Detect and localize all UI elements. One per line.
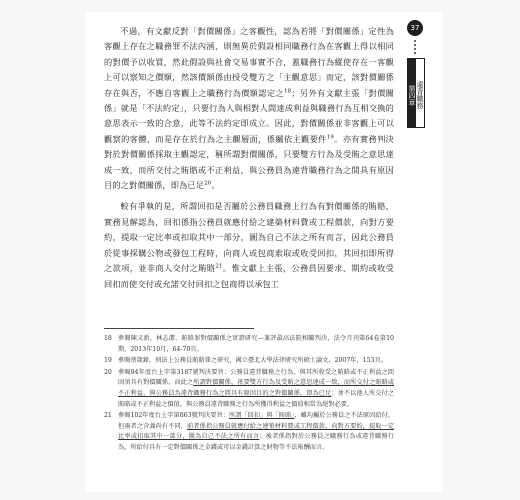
- text-run: 。亦有實務判決對於對價關係採取主觀認定，稱所謂對價關係，只要雙方行為及受賄之意思達成一致，而所交付之賄賂或不正利益，與公務員為違背職務行為之間具有原因目的之對價關係，即為已足: [104, 133, 394, 191]
- footnote-number: 20: [104, 368, 112, 376]
- text-run: ，雖均屬於公務員之不法原因給付，但兩者之含義尚有不同，: [118, 412, 395, 430]
- footnote-ref: 21: [215, 263, 223, 270]
- footnote: [104, 356, 394, 367]
- footnote-text: [118, 411, 394, 453]
- text-run: ；後者係指對於公務員之職務行為或違背職務行為，所給付具有一定對價關係之金錢或可以金錢計算之財物等不法報酬而言。: [118, 433, 395, 451]
- text-run: ；另外有文獻主張「對價關係」就是「不法約定」，只要行為人與相對人間達成利益與職務行為互相交換的意思表示一致的合意，此等不法約定即成立。因此，對價關係並非客觀上可以觀察的客體，而是存在於行為之主觀層面，係屬依主觀要件: [104, 87, 394, 144]
- chapter-label: 第四章: [408, 59, 416, 127]
- footnote: [104, 368, 394, 410]
- chapter-tab: [407, 58, 425, 128]
- footnotes: [104, 334, 394, 455]
- footnote-text: [118, 368, 394, 410]
- text-run: 。惟文獻上主張，公務員因要求、期約或收受回扣而使交付或允諾交付回扣之包商得以承包工: [104, 263, 394, 289]
- footnote: [104, 334, 394, 355]
- text-run: 參閱蔡箴錄，刑法上公務員賄賂罪之研究，國立臺北大學法律研究所碩士論文，2007年，153頁。: [118, 357, 387, 365]
- underlined-text: 前者係指公務員就應付給之建築材料費或工程價款，向對方要約，提取一定比率或扣取其中一部分，圖為自己不法之所有而言: [118, 422, 395, 441]
- text-run: 不過，有文獻反對「對價關係」之客觀性，認為若將「對價關係」定性為客觀上存在之職務罪不法內涵，則無異於假設相同職務行為在客觀上得以相同的對價予以收買，然此假設與社會交易事實不合，蓋職務行為縱使存在一客觀上可以察知之價額，然該價額係由授受雙方之「主觀意思」而定，該對價關係存在與否，不應自客觀上之職務行為價額認定之: [104, 26, 394, 98]
- underlined-text: 所謂「回扣」與「賄賂」: [228, 412, 295, 420]
- footnote-ref: 19: [326, 134, 335, 141]
- footnote-text: [118, 334, 394, 355]
- main-text: [104, 24, 394, 298]
- footnote-number: 18: [104, 335, 112, 342]
- text-run: 較有爭執的是，所謂回扣是否屬於公務員職務上行為有對價關係的賄賂，實務見解認為，回扣係指公務員就應付給之建築材料費或工程價款，向對方要約，提取一定比率或扣取其中一部分，圖為自己不法之所有而言，因此公務員於從事採購公物或發包工程時，向商人或包商索取或收受回扣，其回扣即所得之款項，並非商人交付之賄賂: [104, 201, 394, 274]
- footnote-number: 21: [104, 412, 112, 420]
- footnote-ref: 20: [204, 180, 212, 187]
- text-run: 。: [211, 180, 220, 191]
- paragraph: [104, 24, 394, 193]
- text-run: 參閱102年度台上字第863號判決要旨：: [118, 412, 229, 420]
- page-number-badge: [407, 20, 423, 36]
- footnote-number: 19: [104, 357, 112, 365]
- footnote-rule: [104, 328, 254, 329]
- text-run: 參閱陳又新，林志潔，賄賂罪對價關係之實證研究—兼評最高法院相關判決，法令月刊第64卷第10期，2013年10月，64-70頁。: [118, 335, 394, 353]
- footnote-text: [118, 356, 394, 367]
- paragraph: [104, 199, 394, 291]
- chapter-title: 違背職務: [416, 81, 424, 109]
- page-number: 37: [410, 24, 420, 32]
- text-run: 參閱94年度台上字第3187號判決要旨：公務員違背職務之行為，與其所收受之賄賂或不正利益之間固須具有對價關係，而此之: [118, 368, 394, 387]
- margin-dots-divider: [414, 40, 418, 54]
- footnote-ref: 18: [284, 87, 292, 94]
- underlined-text: 所謂對價關係，祇要雙方行為及受賄之意思達成一致，而所交付之賄賂或不正利益，與公務員為違背職務行為之間具有原因目的之對價關係，即為已足: [118, 379, 394, 397]
- text-run: ；並不以他人所交付之賄賂或不正利益之價值，與公務員違背職務之行為所獲得利益之價值相當為絕對必要。: [118, 389, 395, 408]
- footnote: [104, 411, 394, 453]
